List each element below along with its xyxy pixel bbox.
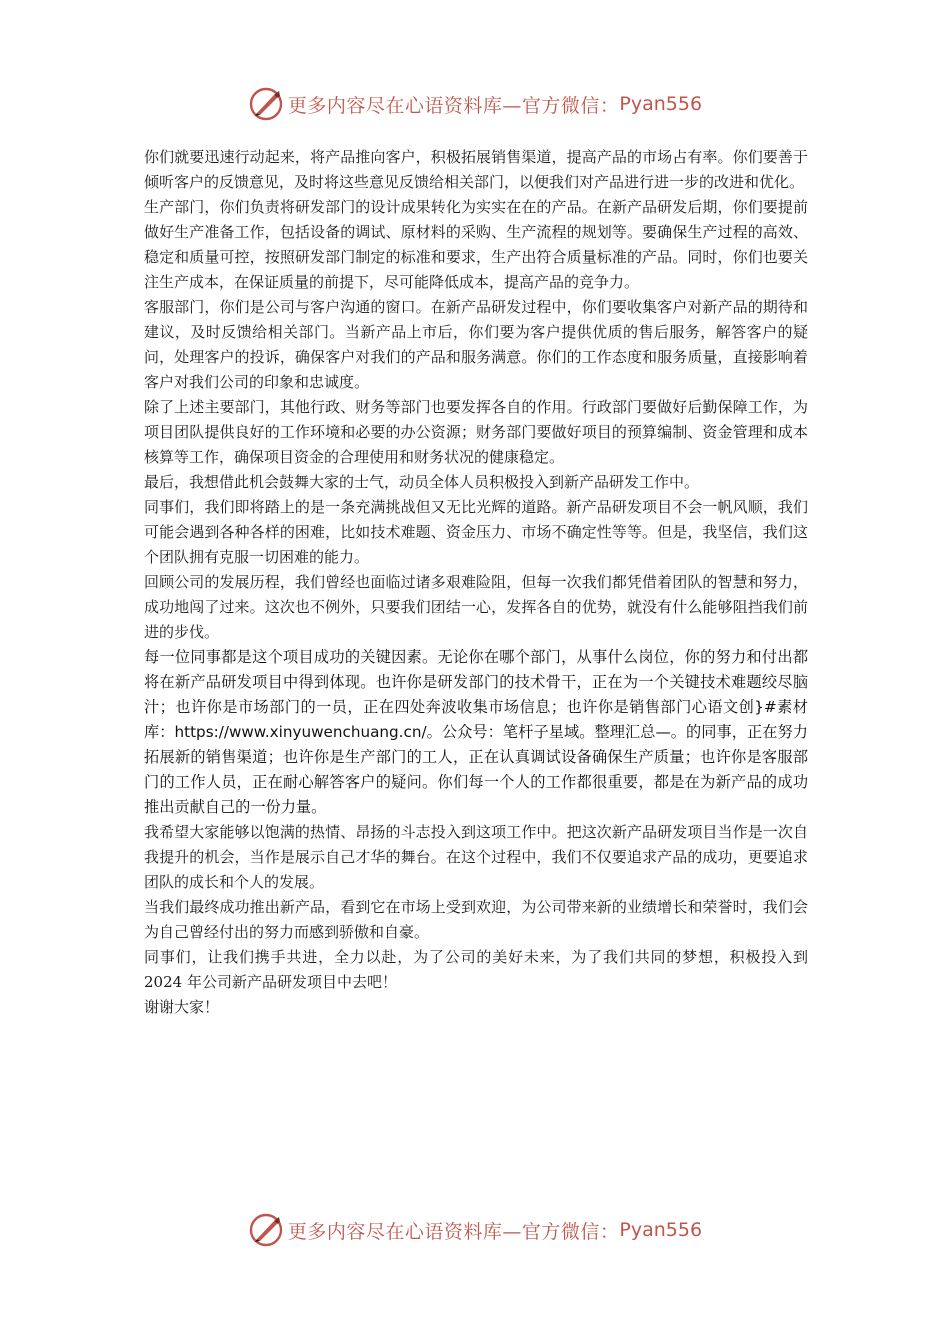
- quill-pen-logo-icon: [248, 1212, 284, 1248]
- paragraph-call-to-action: 同事们，让我们携手共进，全力以赴，为了公司的美好未来，为了我们共同的梦想，积极投入到 2024 年公司新产品研发项目中去吧！: [144, 948, 808, 991]
- paragraph-customer-service: 客服部门，你们是公司与客户沟通的窗口。在新产品研发过程中，你们要收集客户对新产品的期待和建议，及时反馈给相关部门。当新产品上市后，你们要为客户提供优质的售后服务，解答客户的疑问，处理客户的投诉，确保客户对我们的产品和服务满意。你们的工作态度和服务质量，直接影响着客户对我们公司的印象和忠诚度。: [144, 298, 808, 391]
- paragraph-every-colleague: 每一位同事都是这个项目成功的关键因素。无论你在哪个部门，从事什么岗位，你的努力和付出都将在新产品研发项目中得到体现。也许你是研发部门的技术骨干，正在为一个关键技术难题绞尽脑汁；也许你是市场部门的一员，正在四处奔波收集市场信息；也许你是销售部门心语文创}#素材库：https://www.xinyuwenchuang.cn/。公众号：笔杆子星域。整理汇总—。的同事，正在努力拓展新的销售渠道；也许你是生产部门的工人，正在认真调试设备确保生产质量；也许你是客服部门的工作人员，正在耐心解答客户的疑问。你们每一个人的工作都很重要，都是在为新产品的成功推出贡献自己的一份力量。: [144, 648, 808, 816]
- paragraph-history: 回顾公司的发展历程，我们曾经也面临过诸多艰难险阻，但每一次我们都凭借着团队的智慧和努力，成功地闯了过来。这次也不例外，只要我们团结一心，发挥各自的优势，就没有什么能够阻挡我们前进的步伐。: [144, 573, 808, 641]
- paragraph-thanks: 谢谢大家！: [144, 998, 220, 1016]
- quill-pen-logo-icon: [248, 86, 284, 122]
- footer-banner-text: 更多内容尽在心语资料库—官方微信：: [287, 1220, 620, 1243]
- header-banner-text: 更多内容尽在心语资料库—官方微信：: [287, 94, 620, 117]
- paragraph-other-departments: 除了上述主要部门，其他行政、财务等部门也要发挥各自的作用。行政部门要做好后勤保障工作，为项目团队提供良好的工作环境和必要的办公资源；财务部门要做好项目的预算编制、资金管理和成本核算等工作，确保项目资金的合理使用和财务状况的健康稳定。: [144, 398, 808, 466]
- paragraph-production: 生产部门，你们负责将研发部门的设计成果转化为实实在在的产品。在新产品研发后期，你们要提前做好生产准备工作，包括设备的调试、原材料的采购、生产流程的规划等。要确保生产过程的高效、稳定和质量可控，按照研发部门制定的标准和要求，生产出符合质量标准的产品。同时，你们也要关注生产成本，在保证质量的前提下，尽可能降低成本，提高产品的竞争力。: [144, 198, 808, 291]
- header-wechat-id: Pyan556: [619, 93, 703, 115]
- paragraph-success: 当我们最终成功推出新产品，看到它在市场上受到欢迎，为公司带来新的业绩增长和荣誉时，我们会为自己曾经付出的努力而感到骄傲和自豪。: [144, 898, 808, 941]
- footer-banner: [0, 1210, 950, 1250]
- footer-wechat-id: Pyan556: [619, 1219, 703, 1241]
- paragraph-sales: 你们就要迅速行动起来，将产品推向客户，积极拓展销售渠道，提高产品的市场占有率。你们要善于倾听客户的反馈意见，及时将这些意见反馈给相关部门，以便我们对产品进行进一步的改进和优化。: [144, 148, 808, 191]
- header-banner: [0, 84, 950, 124]
- paragraph-morale: 最后，我想借此机会鼓舞大家的士气，动员全体人员积极投入到新产品研发工作中。: [144, 473, 700, 491]
- paragraph-challenge: 同事们，我们即将踏上的是一条充满挑战但又无比光辉的道路。新产品研发项目不会一帆风顺，我们可能会遇到各种各样的困难，比如技术难题、资金压力、市场不确定性等等。但是，我坚信，我们这个团队拥有克服一切困难的能力。: [144, 498, 808, 566]
- document-body: [144, 145, 808, 1020]
- paragraph-hope: 我希望大家能够以饱满的热情、昂扬的斗志投入到这项工作中。把这次新产品研发项目当作是一次自我提升的机会，当作是展示自己才华的舞台。在这个过程中，我们不仅要追求产品的成功，更要追求团队的成长和个人的发展。: [144, 823, 808, 891]
